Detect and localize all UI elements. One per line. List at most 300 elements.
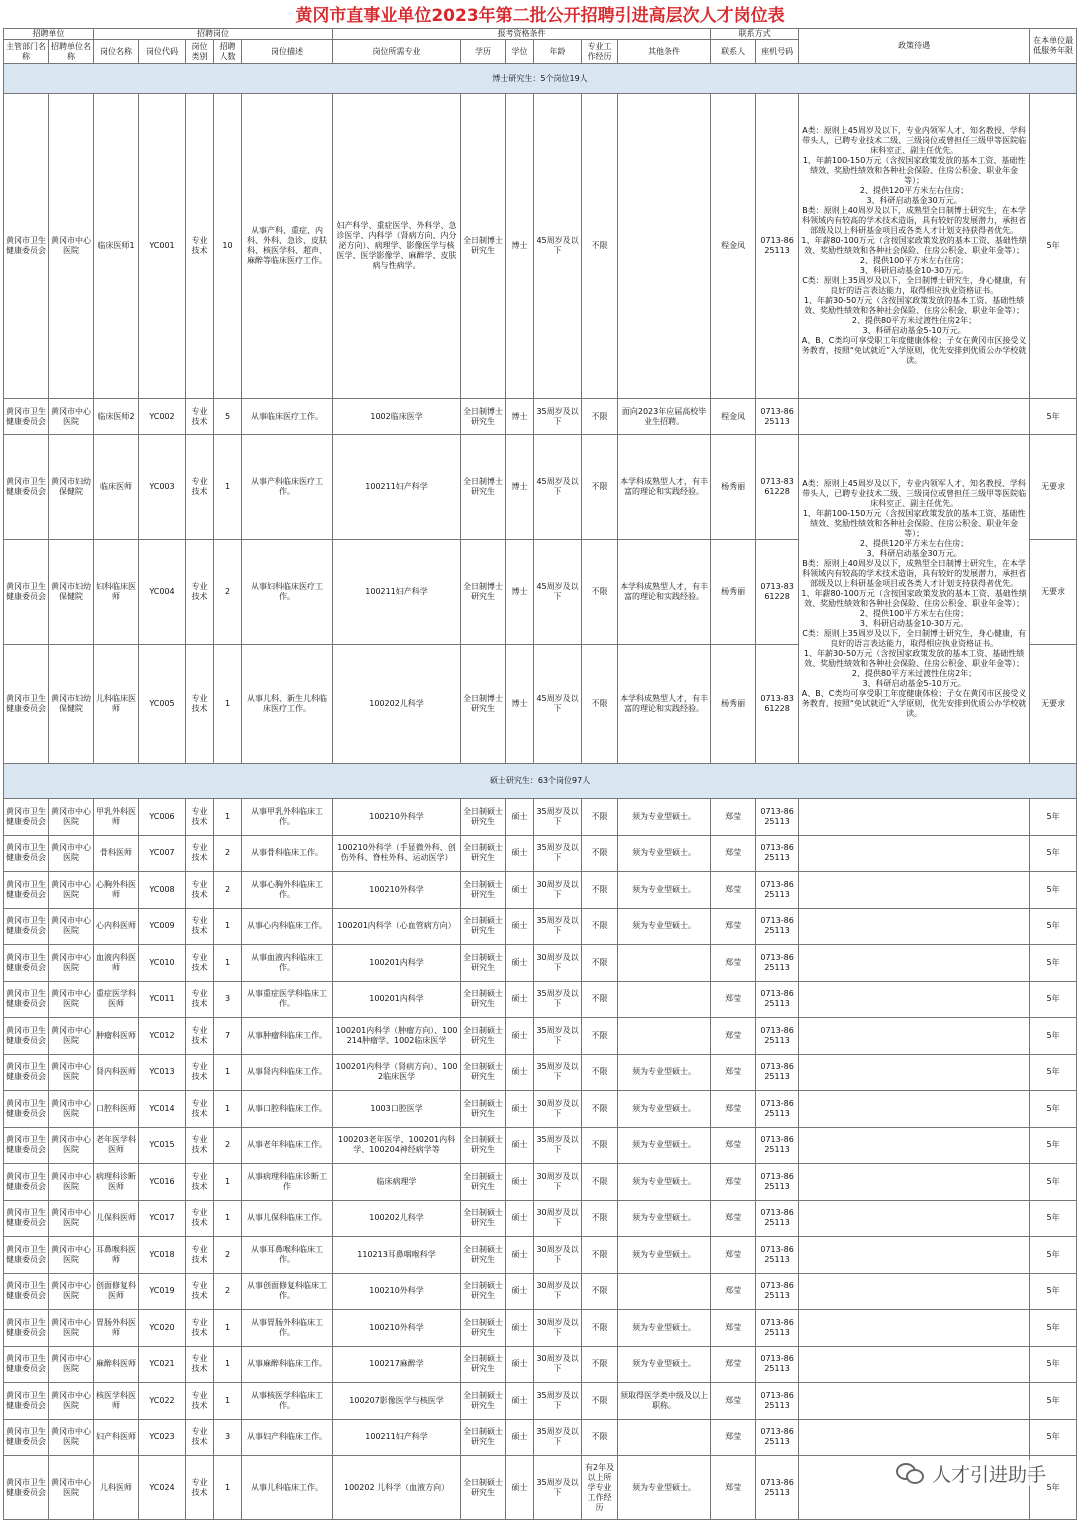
dept-cell: 黄冈市卫生健康委员会 [4, 872, 49, 909]
service-years-cell: 5年 [1030, 1127, 1077, 1164]
major-cell: 100210外科学 [333, 872, 461, 909]
phone-cell: 0713-8625113 [756, 908, 799, 945]
count-cell: 1 [214, 435, 242, 540]
table-row [4, 1164, 1077, 1201]
service-years-cell: 5年 [1030, 1419, 1077, 1456]
unit-cell: 黄冈市中心医院 [49, 1127, 94, 1164]
table-row [4, 1127, 1077, 1164]
major-cell: 100210外科学 [333, 1273, 461, 1310]
edu-cell: 全日制硕士研究生 [461, 945, 506, 982]
table-row [4, 1237, 1077, 1274]
policy-cell [799, 1200, 1030, 1237]
contact-cell: 郑莹 [711, 872, 756, 909]
degree-cell: 硕士 [506, 1456, 534, 1520]
policy-cell [799, 908, 1030, 945]
edu-cell: 全日制博士研究生 [461, 435, 506, 540]
age-cell: 35周岁及以下 [534, 1054, 582, 1091]
post-name-cell: 耳鼻喉科医师 [94, 1237, 139, 1274]
header-age: 年龄 [534, 40, 582, 64]
policy-cell: A类：原则上45周岁及以下，专业内领军人才、知名教授、学科带头人，已聘专业技术二级、三级岗位或曾担任三级甲等医院临床科室正、副主任优先。 1、年薪100-150万元（含按国家政策发放的基本工资、基础性绩效、奖励性绩效和各种社会保险、住房公积金、职业年金等）； 2、提供120平方米左右住房； 3、科研启动基金30万元。 B类：原则上40周岁及以下，成熟型全日制博士研究生，在本学科领域内有较高的学术技术造诣，具有较好的发展潜力，承担省部级及以上科研基金项目或各类人才计划支持获得者优先。 1、年薪80-100万元（含按国家政策发放的基本工资、基础性绩效、奖励性绩效和各种社会保险、住房公积金、职业年金等）； 2、提供100平方米左右住房； 3、科研启动基金10-30万元。 C类：原则上35周岁及以下，全日制博士研究生，身心健康，有良好的语言表达能力，取得相应执业资格证书。 1、年薪30-50万元（含按国家政策发放的基本工资、基础性绩效、奖励性绩效和各种社会保险、住房公积金、职业年金等）； 2、提供80平方米过渡性住房2年； 3、科研启动基金5-10万元。 A、B、C类均可享受职工年度健康体检；子女在黄冈市区接受义务教育，按照“免试就近”入学原则，优先安排到优质公办学校就读。 [799, 435, 1030, 764]
service-years-cell: 5年 [1030, 399, 1077, 435]
count-cell: 2 [214, 1273, 242, 1310]
post-code-cell: YC018 [139, 1237, 186, 1274]
policy-cell [799, 399, 1030, 435]
policy-cell [799, 872, 1030, 909]
post-code-cell: YC002 [139, 399, 186, 435]
policy-cell [799, 1018, 1030, 1055]
edu-cell: 全日制博士研究生 [461, 94, 506, 399]
post-name-cell: 口腔科医师 [94, 1091, 139, 1128]
desc-cell: 从事创面修复科临床工作。 [242, 1273, 333, 1310]
major-cell: 100207影像医学与核医学 [333, 1383, 461, 1420]
edu-cell: 全日制硕士研究生 [461, 1310, 506, 1347]
dept-cell: 黄冈市卫生健康委员会 [4, 981, 49, 1018]
table-row [4, 1383, 1077, 1420]
degree-cell: 硕士 [506, 835, 534, 872]
major-cell: 100210外科学（手显微外科、创伤外科、脊柱外科、运动医学） [333, 835, 461, 872]
unit-cell: 黄冈市中心医院 [49, 981, 94, 1018]
dept-cell: 黄冈市卫生健康委员会 [4, 1419, 49, 1456]
dept-cell: 黄冈市卫生健康委员会 [4, 1127, 49, 1164]
header-phone: 座机号码 [756, 40, 799, 64]
table-row [4, 872, 1077, 909]
policy-cell [799, 1237, 1030, 1274]
phone-cell: 0713-8625113 [756, 1054, 799, 1091]
header-contact: 联系人 [711, 40, 756, 64]
degree-cell: 硕士 [506, 1237, 534, 1274]
degree-cell: 硕士 [506, 1273, 534, 1310]
unit-cell: 黄冈市中心医院 [49, 94, 94, 399]
degree-cell: 博士 [506, 399, 534, 435]
post-code-cell: YC003 [139, 435, 186, 540]
other-cell: 须为专业型硕士。 [618, 1310, 711, 1347]
other-cell: 本学科成熟型人才，有丰富的理论和实践经验。 [618, 435, 711, 540]
post-name-cell: 老年医学科医师 [94, 1127, 139, 1164]
other-cell: 须为专业型硕士。 [618, 1091, 711, 1128]
post-type-cell: 专业技术 [186, 1164, 214, 1201]
contact-cell: 郑莹 [711, 981, 756, 1018]
post-name-cell: 肾内科医师 [94, 1054, 139, 1091]
other-cell: 须为专业型硕士。 [618, 908, 711, 945]
count-cell: 2 [214, 1237, 242, 1274]
post-name-cell: 核医学科医师 [94, 1383, 139, 1420]
count-cell: 1 [214, 1383, 242, 1420]
phone-cell: 0713-8625113 [756, 1419, 799, 1456]
count-cell: 3 [214, 1419, 242, 1456]
degree-cell: 博士 [506, 94, 534, 399]
header-service-years: 在本单位最低服务年限 [1030, 29, 1077, 64]
dept-cell: 黄冈市卫生健康委员会 [4, 1383, 49, 1420]
contact-cell: 杨秀丽 [711, 435, 756, 540]
age-cell: 30周岁及以下 [534, 872, 582, 909]
age-cell: 35周岁及以下 [534, 1127, 582, 1164]
policy-cell [799, 799, 1030, 836]
major-cell: 100211妇产科学 [333, 435, 461, 540]
service-years-cell: 5年 [1030, 1383, 1077, 1420]
phone-cell: 0713-8625113 [756, 94, 799, 399]
other-cell [618, 94, 711, 399]
post-name-cell: 临床医师1 [94, 94, 139, 399]
contact-cell: 郑莹 [711, 1273, 756, 1310]
age-cell: 30周岁及以下 [534, 1164, 582, 1201]
major-cell: 100202 儿科学（血液方向） [333, 1456, 461, 1520]
other-cell: 须为专业型硕士。 [618, 1127, 711, 1164]
edu-cell: 全日制硕士研究生 [461, 1346, 506, 1383]
dept-cell: 黄冈市卫生健康委员会 [4, 94, 49, 399]
policy-cell [799, 1273, 1030, 1310]
policy-cell: A类：原则上45周岁及以下，专业内领军人才、知名教授、学科带头人，已聘专业技术二级、三级岗位或曾担任三级甲等医院临床科室正、副主任优先。 1、年薪100-150万元（含按国家政策发放的基本工资、基础性绩效、奖励性绩效和各种社会保险、住房公积金、职业年金等）； 2、提供120平方米左右住房； 3、科研启动基金30万元。 B类：原则上40周岁及以下，成熟型全日制博士研究生，在本学科领域内有较高的学术技术造诣，具有较好的发展潜力，承担省部级及以上科研基金项目或各类人才计划支持获得者优先。 1、年薪80-100万元（含按国家政策发放的基本工资、基础性绩效、奖励性绩效和各种社会保险、住房公积金、职业年金等）； 2、提供100平方米左右住房； 3、科研启动基金10-30万元。 C类：原则上35周岁及以下，全日制博士研究生，身心健康，有良好的语言表达能力，取得相应执业资格证书。 1、年薪30-50万元（含按国家政策发放的基本工资、基础性绩效、奖励性绩效和各种社会保险、住房公积金、职业年金等）； 2、提供80平方米过渡性住房2年； 3、科研启动基金5-10万元。 A、B、C类均可享受职工年度健康体检；子女在黄冈市区接受义务教育，按照“免试就近”入学原则，优先安排到优质公办学校就读。 [799, 94, 1030, 399]
dept-cell: 黄冈市卫生健康委员会 [4, 835, 49, 872]
edu-cell: 全日制硕士研究生 [461, 1054, 506, 1091]
edu-cell: 全日制硕士研究生 [461, 872, 506, 909]
contact-cell: 程金凤 [711, 94, 756, 399]
dept-cell: 黄冈市卫生健康委员会 [4, 435, 49, 540]
post-type-cell: 专业技术 [186, 399, 214, 435]
desc-cell: 从事妇产科临床工作。 [242, 1419, 333, 1456]
contact-cell: 程金凤 [711, 399, 756, 435]
table-row [4, 94, 1077, 399]
count-cell: 1 [214, 645, 242, 764]
age-cell: 35周岁及以下 [534, 981, 582, 1018]
post-name-cell: 儿保科医师 [94, 1200, 139, 1237]
degree-cell: 博士 [506, 435, 534, 540]
degree-cell: 硕士 [506, 908, 534, 945]
age-cell: 30周岁及以下 [534, 945, 582, 982]
phone-cell: 0713-8625113 [756, 1346, 799, 1383]
exp-cell: 不限 [582, 399, 618, 435]
other-cell [618, 1018, 711, 1055]
dept-cell: 黄冈市卫生健康委员会 [4, 1091, 49, 1128]
dept-cell: 黄冈市卫生健康委员会 [4, 1273, 49, 1310]
policy-cell [799, 835, 1030, 872]
desc-cell: 从事耳鼻喉科临床工作。 [242, 1237, 333, 1274]
header-dept: 主管部门名称 [4, 40, 49, 64]
other-cell: 须为专业型硕士。 [618, 1346, 711, 1383]
desc-cell: 从事产科临床医疗工作。 [242, 435, 333, 540]
unit-cell: 黄冈市妇幼保健院 [49, 645, 94, 764]
count-cell: 2 [214, 872, 242, 909]
major-cell: 妇产科学、重症医学、外科学、急诊医学、内科学（肾病方向、内分泌方向）、病理学、影像医学与核医学、医学影像学、麻醉学、皮肤病与性病学。 [333, 94, 461, 399]
exp-cell: 不限 [582, 835, 618, 872]
desc-cell: 从事骨科临床工作。 [242, 835, 333, 872]
edu-cell: 全日制硕士研究生 [461, 1200, 506, 1237]
post-code-cell: YC006 [139, 799, 186, 836]
degree-cell: 硕士 [506, 1200, 534, 1237]
other-cell [618, 1273, 711, 1310]
exp-cell: 不限 [582, 435, 618, 540]
other-cell: 本学科成熟型人才，有丰富的理论和实践经验。 [618, 540, 711, 645]
unit-cell: 黄冈市中心医院 [49, 1164, 94, 1201]
post-code-cell: YC001 [139, 94, 186, 399]
age-cell: 30周岁及以下 [534, 1200, 582, 1237]
edu-cell: 全日制硕士研究生 [461, 1018, 506, 1055]
other-cell: 须为专业型硕士。 [618, 1200, 711, 1237]
exp-cell: 不限 [582, 1018, 618, 1055]
other-cell: 须为专业型硕士。 [618, 1237, 711, 1274]
degree-cell: 硕士 [506, 1054, 534, 1091]
unit-cell: 黄冈市妇幼保健院 [49, 435, 94, 540]
desc-cell: 从事口腔科临床工作。 [242, 1091, 333, 1128]
major-cell: 100202儿科学 [333, 645, 461, 764]
degree-cell: 硕士 [506, 1310, 534, 1347]
page-title: 黄冈市直事业单位2023年第二批公开招聘引进高层次人才岗位表 [295, 6, 785, 26]
major-cell: 100202儿科学 [333, 1200, 461, 1237]
unit-cell: 黄冈市中心医院 [49, 799, 94, 836]
unit-cell: 黄冈市中心医院 [49, 1456, 94, 1520]
major-cell: 临床病理学 [333, 1164, 461, 1201]
contact-cell: 郑莹 [711, 1346, 756, 1383]
table-row [4, 1310, 1077, 1347]
post-code-cell: YC020 [139, 1310, 186, 1347]
desc-cell: 从事重症医学科临床工作。 [242, 981, 333, 1018]
degree-cell: 硕士 [506, 945, 534, 982]
exp-cell: 不限 [582, 872, 618, 909]
post-code-cell: YC021 [139, 1346, 186, 1383]
age-cell: 30周岁及以下 [534, 1310, 582, 1347]
major-cell: 100211妇产科学 [333, 1419, 461, 1456]
degree-cell: 硕士 [506, 872, 534, 909]
contact-cell: 郑莹 [711, 908, 756, 945]
age-cell: 30周岁及以下 [534, 1237, 582, 1274]
phone-cell: 0713-8625113 [756, 1237, 799, 1274]
count-cell: 1 [214, 1346, 242, 1383]
exp-cell: 不限 [582, 94, 618, 399]
post-type-cell: 专业技术 [186, 981, 214, 1018]
post-name-cell: 病理科诊断医师 [94, 1164, 139, 1201]
contact-cell: 郑莹 [711, 1127, 756, 1164]
other-cell [618, 1419, 711, 1456]
phone-cell: 0713-8361228 [756, 645, 799, 764]
header-post-name: 岗位名称 [94, 40, 139, 64]
unit-cell: 黄冈市中心医院 [49, 1237, 94, 1274]
recruitment-table [3, 28, 1077, 1520]
post-code-cell: YC009 [139, 908, 186, 945]
unit-cell: 黄冈市中心医院 [49, 1346, 94, 1383]
post-type-cell: 专业技术 [186, 94, 214, 399]
post-type-cell: 专业技术 [186, 1018, 214, 1055]
count-cell: 1 [214, 1200, 242, 1237]
exp-cell: 不限 [582, 1419, 618, 1456]
desc-cell: 从事病理科临床诊断工作 [242, 1164, 333, 1201]
desc-cell: 从事核医学科临床工作。 [242, 1383, 333, 1420]
major-cell: 100217麻醉学 [333, 1346, 461, 1383]
post-type-cell: 专业技术 [186, 1237, 214, 1274]
age-cell: 35周岁及以下 [534, 835, 582, 872]
header-exp: 专业工作经历 [582, 40, 618, 64]
unit-cell: 黄冈市中心医院 [49, 835, 94, 872]
dept-cell: 黄冈市卫生健康委员会 [4, 1164, 49, 1201]
post-name-cell: 创面修复科医师 [94, 1273, 139, 1310]
dept-cell: 黄冈市卫生健康委员会 [4, 399, 49, 435]
service-years-cell: 5年 [1030, 1273, 1077, 1310]
post-type-cell: 专业技术 [186, 1310, 214, 1347]
table-row [4, 981, 1077, 1018]
table-row [4, 1054, 1077, 1091]
phone-cell: 0713-8625113 [756, 981, 799, 1018]
unit-cell: 黄冈市中心医院 [49, 945, 94, 982]
post-type-cell: 专业技术 [186, 835, 214, 872]
count-cell: 5 [214, 399, 242, 435]
watermark [896, 1460, 1046, 1486]
unit-cell: 黄冈市中心医院 [49, 1383, 94, 1420]
post-type-cell: 专业技术 [186, 945, 214, 982]
contact-cell: 郑莹 [711, 1200, 756, 1237]
post-type-cell: 专业技术 [186, 1383, 214, 1420]
table-row [4, 799, 1077, 836]
policy-cell [799, 1054, 1030, 1091]
phone-cell: 0713-8625113 [756, 872, 799, 909]
major-cell: 100203老年医学、100201内科学、100204神经病学等 [333, 1127, 461, 1164]
edu-cell: 全日制硕士研究生 [461, 1091, 506, 1128]
age-cell: 45周岁及以下 [534, 645, 582, 764]
table-row [4, 908, 1077, 945]
table-row [4, 835, 1077, 872]
desc-cell: 从事产科、重症、内科、外科、急诊、皮肤科、核医学科、超声、麻醉等临床医疗工作。 [242, 94, 333, 399]
phone-cell: 0713-8625113 [756, 1456, 799, 1520]
desc-cell: 从事心胸外科临床工作。 [242, 872, 333, 909]
table-row [4, 1346, 1077, 1383]
degree-cell: 硕士 [506, 1419, 534, 1456]
post-type-cell: 专业技术 [186, 872, 214, 909]
count-cell: 1 [214, 908, 242, 945]
phone-cell: 0713-8625113 [756, 799, 799, 836]
phone-cell: 0713-8625113 [756, 1383, 799, 1420]
service-years-cell: 5年 [1030, 1456, 1077, 1520]
exp-cell: 不限 [582, 1346, 618, 1383]
major-cell: 100211妇产科学 [333, 540, 461, 645]
post-name-cell: 心胸外科医师 [94, 872, 139, 909]
header-group-post: 招聘岗位 [94, 29, 333, 40]
service-years-cell: 5年 [1030, 1200, 1077, 1237]
unit-cell: 黄冈市中心医院 [49, 1200, 94, 1237]
post-code-cell: YC007 [139, 835, 186, 872]
service-years-cell: 5年 [1030, 1237, 1077, 1274]
contact-cell: 郑莹 [711, 799, 756, 836]
other-cell: 须为专业型硕士。 [618, 1456, 711, 1520]
post-type-cell: 专业技术 [186, 1456, 214, 1520]
degree-cell: 硕士 [506, 1018, 534, 1055]
age-cell: 45周岁及以下 [534, 540, 582, 645]
policy-cell [799, 1127, 1030, 1164]
dept-cell: 黄冈市卫生健康委员会 [4, 1237, 49, 1274]
desc-cell: 从事血液内科临床工作。 [242, 945, 333, 982]
service-years-cell: 5年 [1030, 908, 1077, 945]
service-years-cell: 5年 [1030, 1310, 1077, 1347]
dept-cell: 黄冈市卫生健康委员会 [4, 1310, 49, 1347]
edu-cell: 全日制硕士研究生 [461, 1456, 506, 1520]
desc-cell: 从事临床医疗工作。 [242, 399, 333, 435]
unit-cell: 黄冈市中心医院 [49, 1273, 94, 1310]
header-post-code: 岗位代码 [139, 40, 186, 64]
unit-cell: 黄冈市中心医院 [49, 399, 94, 435]
contact-cell: 郑莹 [711, 1310, 756, 1347]
post-code-cell: YC023 [139, 1419, 186, 1456]
major-cell: 100201内科学 [333, 981, 461, 1018]
contact-cell: 郑莹 [711, 1456, 756, 1520]
exp-cell: 不限 [582, 1127, 618, 1164]
contact-cell: 杨秀丽 [711, 540, 756, 645]
table-row [4, 399, 1077, 435]
major-cell: 100201内科学（肾病方向）、1002临床医学 [333, 1054, 461, 1091]
post-name-cell: 胃肠外科医师 [94, 1310, 139, 1347]
count-cell: 2 [214, 1127, 242, 1164]
policy-cell [799, 945, 1030, 982]
service-years-cell: 5年 [1030, 94, 1077, 399]
post-code-cell: YC011 [139, 981, 186, 1018]
dept-cell: 黄冈市卫生健康委员会 [4, 908, 49, 945]
service-years-cell: 无要求 [1030, 435, 1077, 540]
post-code-cell: YC015 [139, 1127, 186, 1164]
policy-cell [799, 981, 1030, 1018]
exp-cell: 不限 [582, 1091, 618, 1128]
exp-cell: 不限 [582, 945, 618, 982]
count-cell: 3 [214, 981, 242, 1018]
edu-cell: 全日制硕士研究生 [461, 981, 506, 1018]
header-policy: 政策待遇 [799, 29, 1030, 64]
post-code-cell: YC004 [139, 540, 186, 645]
other-cell: 面向2023年应届高校毕业生招聘。 [618, 399, 711, 435]
edu-cell: 全日制硕士研究生 [461, 1127, 506, 1164]
header-group-unit: 招聘单位 [4, 29, 94, 40]
contact-cell: 郑莹 [711, 835, 756, 872]
degree-cell: 硕士 [506, 1164, 534, 1201]
service-years-cell: 5年 [1030, 1091, 1077, 1128]
other-cell: 须取得医学类中级及以上职称。 [618, 1383, 711, 1420]
count-cell: 10 [214, 94, 242, 399]
count-cell: 1 [214, 799, 242, 836]
contact-cell: 杨秀丽 [711, 645, 756, 764]
exp-cell: 不限 [582, 799, 618, 836]
contact-cell: 郑莹 [711, 945, 756, 982]
post-type-cell: 专业技术 [186, 1127, 214, 1164]
age-cell: 35周岁及以下 [534, 799, 582, 836]
exp-cell: 不限 [582, 981, 618, 1018]
post-code-cell: YC012 [139, 1018, 186, 1055]
desc-cell: 从事心内科临床工作。 [242, 908, 333, 945]
degree-cell: 博士 [506, 540, 534, 645]
table-row [4, 435, 1077, 540]
service-years-cell: 5年 [1030, 981, 1077, 1018]
unit-cell: 黄冈市中心医院 [49, 1018, 94, 1055]
age-cell: 30周岁及以下 [534, 1273, 582, 1310]
count-cell: 1 [214, 1054, 242, 1091]
header-group-req: 报考资格条件 [333, 29, 711, 40]
major-cell: 100201内科学（肿瘤方向）、100214肿瘤学、1002临床医学 [333, 1018, 461, 1055]
post-name-cell: 麻醉科医师 [94, 1346, 139, 1383]
header-post-type: 岗位类别 [186, 40, 214, 64]
unit-cell: 黄冈市中心医院 [49, 872, 94, 909]
edu-cell: 全日制硕士研究生 [461, 1164, 506, 1201]
service-years-cell: 5年 [1030, 799, 1077, 836]
contact-cell: 郑莹 [711, 1091, 756, 1128]
header-major: 岗位所需专业 [333, 40, 461, 64]
unit-cell: 黄冈市中心医院 [49, 1091, 94, 1128]
desc-cell: 从事儿科临床工作。 [242, 1456, 333, 1520]
major-cell: 100201内科学（心血管病方向） [333, 908, 461, 945]
wechat-icon [896, 1462, 926, 1484]
degree-cell: 博士 [506, 645, 534, 764]
service-years-cell: 无要求 [1030, 540, 1077, 645]
count-cell: 1 [214, 1456, 242, 1520]
header-unit: 招聘单位名称 [49, 40, 94, 64]
header-edu: 学历 [461, 40, 506, 64]
edu-cell: 全日制博士研究生 [461, 540, 506, 645]
phone-cell: 0713-8625113 [756, 1018, 799, 1055]
service-years-cell: 5年 [1030, 1018, 1077, 1055]
policy-cell [799, 1346, 1030, 1383]
exp-cell: 不限 [582, 1164, 618, 1201]
service-years-cell: 无要求 [1030, 645, 1077, 764]
